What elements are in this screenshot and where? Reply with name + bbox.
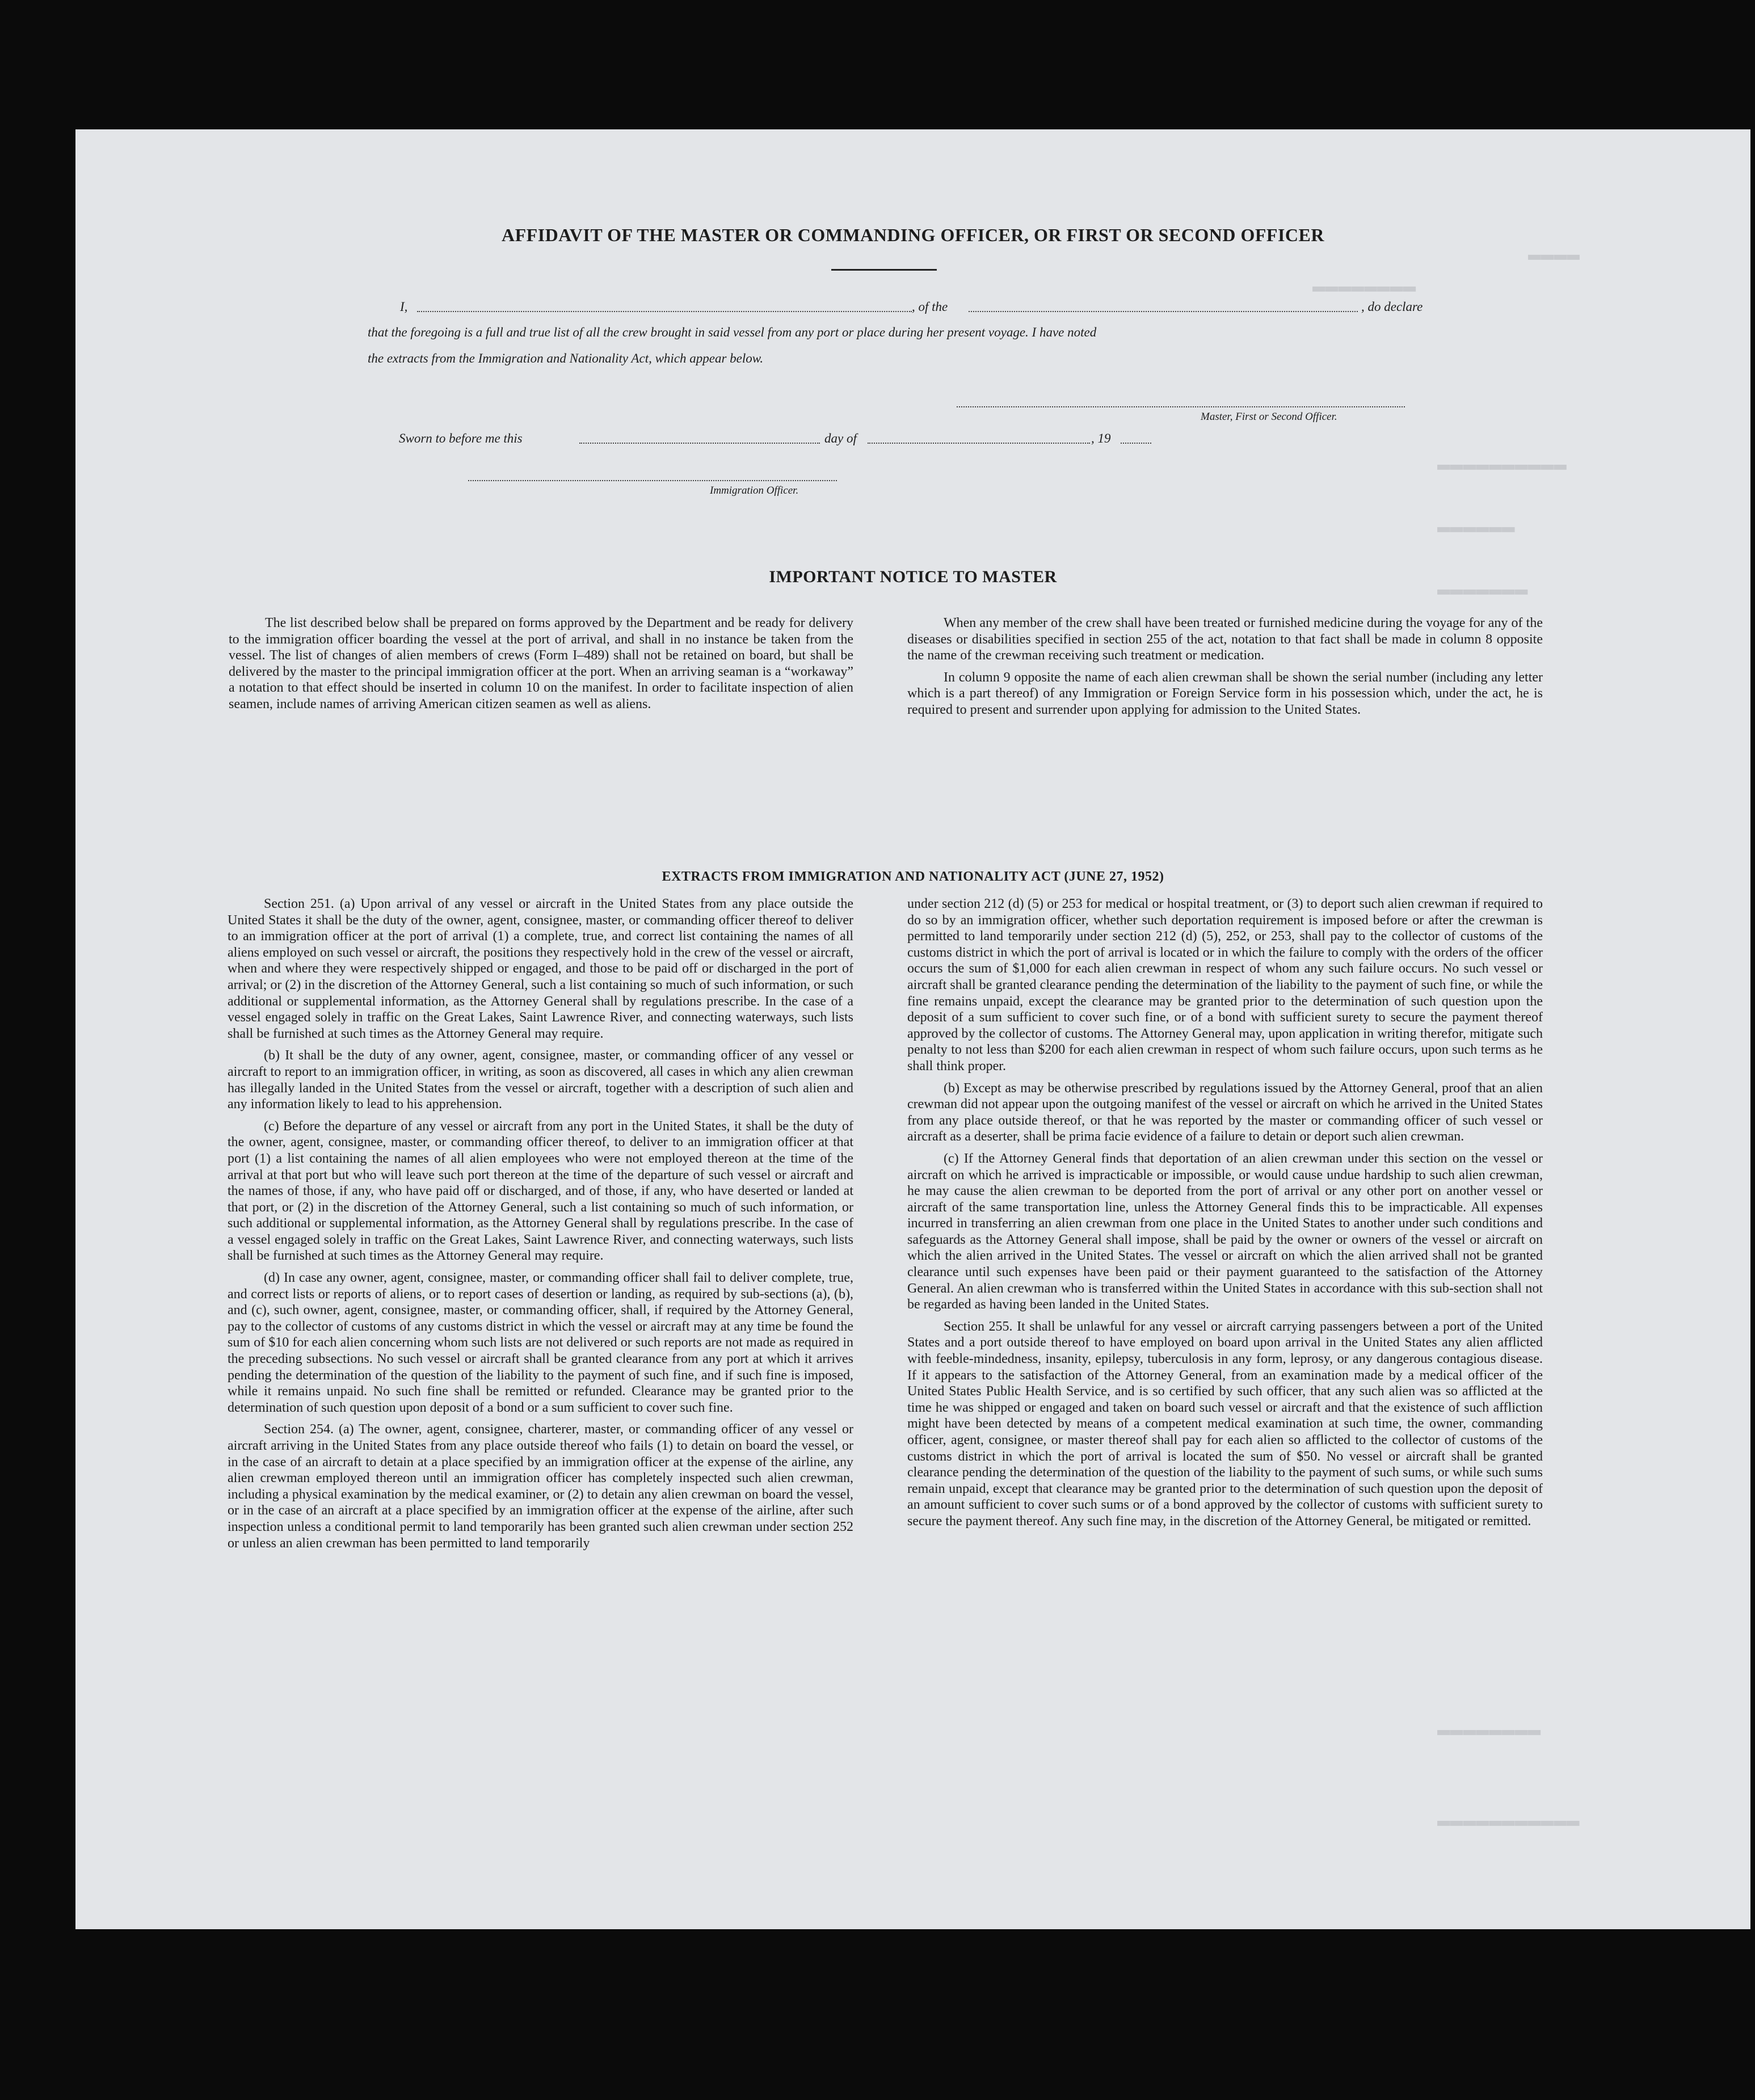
- declaration-text-line2: the extracts from the Immigration and Nationality Act, which appear below.: [368, 351, 764, 365]
- master-signature-field: [957, 406, 1405, 407]
- form-page: [75, 129, 1750, 1929]
- section-254-a: Section 254. (a) The owner, agent, consignee, charterer, master, or commanding officer of any vessel or aircraft arriving in the United States from any place outside thereof who fails (1) to detain on board the vessel, or in the case of an aircraft to detain at a place specified by an immigration officer at the expense of the airline, any alien crewman employed thereon until an immigration officer has completely inspected such alien crewman, including a physical examination by the medical examiner, or (2) to detain any alien crewman on board the vessel, or in the case of an aircraft at a place specified by an immigration officer at the expense of the airline, after such inspection unless a conditional permit to land temporarily has been granted such alien crewman under section 252 or unless an alien crewman has been permitted to land temporarily: [228, 1422, 853, 1551]
- section-251-a: Section 251. (a) Upon arrival of any vessel or aircraft in the United States from any place outside the United States it shall be the duty of the owner, agent, consignee, master, or commanding officer thereof to deliver to an immigration officer at the port of arrival (1) a complete, true, and correct list containing the names of all aliens employed on such vessel or aircraft, the positions they respectively hold in the crew of the vessel or aircraft, when and where they were respectively shipped or engaged, and those to be paid off or discharged in the port of arrival; or (2) in the discretion of the Attorney General, such a list containing so much of such information, or such additional or supplemental information, as the Attorney General shall by regulations prescribe. In the case of a vessel engaged solely in traffic on the Great Lakes, Saint Lawrence River, and connecting waterways, such lists shall be furnished at such times as the Attorney General may require.: [228, 897, 853, 1041]
- title-divider: [831, 269, 937, 271]
- affidavit-title: AFFIDAVIT OF THE MASTER OR COMMANDING OFFICER, OR FIRST OR SECOND OFFICER: [502, 225, 1324, 245]
- notice-right-paragraph-1: When any member of the crew shall have been treated or furnished medicine during the voyage for any of the diseases or disabilities specified in section 255 of the act, notation to that fact shall be made in column 8 opposite the name of the crewman receiving such treatment or medication.: [907, 616, 1543, 663]
- master-signature-caption: Master, First or Second Officer.: [1201, 411, 1337, 423]
- section-254-b: (b) Except as may be otherwise prescribed by regulations issued by the Attorney General, proof that an alien crewman did not appear upon the outgoing manifest of the vessel or aircraft on which he arrived in the United States from any place outside thereof, or that he was reported by the master or commanding officer of such vessel or aircraft as a deserter, shall be prima facie evidence of a failure to detain or deport such alien crewman.: [907, 1080, 1543, 1144]
- declare-label: , do declare: [1361, 300, 1423, 314]
- notice-right-paragraph-2: In column 9 opposite the name of each alien crewman shall be shown the serial number (including any letter which is a part thereof) of any Immigration or Foreign Service form in his possession which, under the act, he is required to present and surrender upon applying for admission to the United States.: [907, 670, 1543, 717]
- officer-signature-caption: Immigration Officer.: [710, 485, 799, 496]
- declaration-text-line1: that the foregoing is a full and true list of all the crew brought in said vessel from any port or place during her present voyage. I have noted: [368, 325, 1097, 339]
- declarant-name-label: I,: [400, 300, 408, 314]
- vessel-name-label: , of the: [912, 300, 948, 314]
- bleed-through-text: ▬▬▬▬▬▬: [1437, 515, 1515, 540]
- notice-right-column: [907, 615, 1543, 724]
- section-251-d: (d) In case any owner, agent, consignee, master, or commanding officer shall fail to deliver complete, true, and correct lists or reports of aliens, or to report cases of desertion or landing, as required by sub-sections (a), (b), and (c), such owner, agent, consignee, master, or commanding officer, shall, if required by the Attorney General, pay to the collector of customs of any customs district in which the vessel or aircraft may at any time be found the sum of $10 for each alien concerning whom such lists are not delivered or such reports are not made as required in the preceding subsections. No such vessel or aircraft shall be granted clearance from any port at which it arrives pending the determination of the question of the liability to the payment of such fine, and if such fine is imposed, while it remains unpaid. No such fine shall be remitted or refunded. Clearance may be granted prior to the determination of such question upon deposit of a bond or a sum sufficient to cover such fine.: [228, 1270, 853, 1415]
- bleed-through-text: ▬▬▬▬▬▬▬▬: [1312, 275, 1416, 299]
- section-254-c: (c) If the Attorney General finds that deportation of an alien crewman under this section on the vessel or aircraft on which he arrived is impracticable or impossible, or would cause undue hardship to such alien crewman, he may cause the alien crewman to be deported from the port of arrival or any other port on another vessel or aircraft of the same transportation line, unless the Attorney General finds this to be impracticable. All expenses incurred in transferring an alien crewman from one place in the United States to another under such conditions and safeguards as the Attorney General shall impose, shall be paid by the owner or owners of the vessel or aircraft on which the alien arrived in the United States. The vessel or aircraft on which the alien arrived shall not be granted clearance until such expenses have been paid or their payment guaranteed to the satisfaction of the Attorney General. An alien crewman who is transferred within the United States in accordance with this sub-section shall not be regarded as having been landed in the United States.: [907, 1151, 1543, 1312]
- notice-left-paragraph: The list described below shall be prepared on forms approved by the Department and be ready for delivery to the immigration officer boarding the vessel at the port of arrival, and shall in no instance be taken from the vessel. The list of changes of alien members of crews (Form I–489) shall not be retained on board, but shall be delivered by the master to the principal immigration officer at the port. When an arriving seaman is a “workaway” a notation to that effect should be inserted in column 10 on the manifest. In order to facilitate inspection of alien seamen, include names of arriving American citizen seamen as well as aliens.: [229, 616, 853, 712]
- sworn-day-of-label: day of: [824, 431, 857, 445]
- bleed-through-text: ▬▬▬▬▬▬▬: [1437, 578, 1528, 602]
- bleed-through-text: ▬▬▬▬▬▬▬▬▬▬: [1437, 453, 1567, 477]
- section-251-b: (b) It shall be the duty of any owner, agent, consignee, master, or commanding officer of any vessel or aircraft to report to an immigration officer, in writing, as soon as discovered, all cases in which any alien crewman has illegally landed in the United States from the vessel or aircraft, together with a description of such alien and any information likely to lead to his apprehension.: [228, 1048, 853, 1112]
- sworn-year-label: , 19: [1091, 431, 1111, 445]
- section-254-a-continued: under section 212 (d) (5) or 253 for medical or hospital treatment, or (3) to deport such alien crewman if required to do so by an immigration officer, whether such deportation requirement is imposed before or after the crewman is permitted to land temporarily under section 212 (d) (5), 252, or 253, shall pay to the collector of customs of the customs district in which the port of arrival is located or in which the failure to comply with the orders of the officer occurs the sum of $1,000 for each alien crewman in respect of whom any such failure occurs. No such vessel or aircraft shall be granted clearance pending the determination of the liability to the payment of such fine, or while the fine remains unpaid, except the clearance may be granted prior to the determination of such question upon the deposit of a sum sufficient to cover such fine, or of a bond with sufficient surety to secure the payment thereof approved by the collector of customs. The Attorney General may, upon application in writing therefor, mitigate such penalty to not less than $200 for each alien crewman in respect of whom such failure occurs, upon such terms as he shall think proper.: [907, 897, 1543, 1074]
- section-255: Section 255. It shall be unlawful for any vessel or aircraft carrying passengers between a port of the United States and a port outside thereof to have employed on board upon arrival in the United States any alien afflicted with feeble-mindedness, insanity, epilepsy, tuberculosis in any form, leprosy, or any dangerous contagious disease. If it appears to the satisfaction of the Attorney General, from an examination made by a medical officer of the United States Public Health Service, and is so certified by such officer, that any such alien was so afflicted at the time he was shipped or engaged and taken on board such vessel or aircraft and that the existence of such affliction might have been detected by means of a competent medical examination at such time, the owner, commanding officer, agent, consignee, or master thereof shall pay for each alien so afflicted to the collector of customs of the customs district in which the port of arrival is located the sum of $50. No vessel or aircraft shall be granted clearance pending the determination of the question of the liability to the payment of such sums, or while such sums remain unpaid, except that clearance may be granted prior to the determination of such question upon the deposit of an amount sufficient to cover such sums or of a bond approved by the collector of customs with sufficient surety to secure the payment thereof. Any such fine may, in the discretion of the Attorney General, be mitigated or remitted.: [907, 1319, 1543, 1529]
- extracts-heading: EXTRACTS FROM IMMIGRATION AND NATIONALITY ACT (JUNE 27, 1952): [662, 869, 1164, 884]
- bleed-through-text: ▬▬▬▬▬▬▬▬▬▬▬: [1437, 1809, 1580, 1833]
- vessel-name-field: [969, 311, 1358, 312]
- notice-left-column: [229, 615, 853, 718]
- section-251-c: (c) Before the departure of any vessel or aircraft from any port in the United States, it shall be the duty of the owner, agent, consignee, master, or commanding officer thereof, to deliver to an immigration officer at that port (1) a list containing the names of all alien employees who were not employed thereon at the time of the arrival at that port but who will leave such port thereon at the time of the departure of such vessel or aircraft and the names of those, if any, who have paid off or discharged, and of those, if any, who have deserted or landed at that port, or (2) in the discretion of the Attorney General, such a list containing so much of such information, or such additional or supplemental information, as the Attorney General shall by regulations prescribe. In the case of a vessel engaged solely in traffic on the Great Lakes, Saint Lawrence River, and connecting waterways, such lists shall be furnished at such times as the Attorney General may require.: [228, 1118, 853, 1264]
- extracts-left-column: [228, 896, 853, 1557]
- sworn-month-field: [868, 443, 1090, 444]
- bleed-through-text: ▬▬▬▬▬▬▬▬: [1437, 1718, 1541, 1743]
- declarant-name-field: [417, 311, 912, 312]
- sworn-year-field: [1121, 443, 1151, 444]
- sworn-label: Sworn to before me this: [399, 431, 523, 445]
- officer-signature-field: [468, 480, 837, 481]
- extracts-right-column: [907, 896, 1543, 1535]
- bleed-through-text: ▬▬▬▬: [1528, 243, 1580, 267]
- notice-title: IMPORTANT NOTICE TO MASTER: [769, 567, 1057, 586]
- sworn-day-field: [579, 443, 820, 444]
